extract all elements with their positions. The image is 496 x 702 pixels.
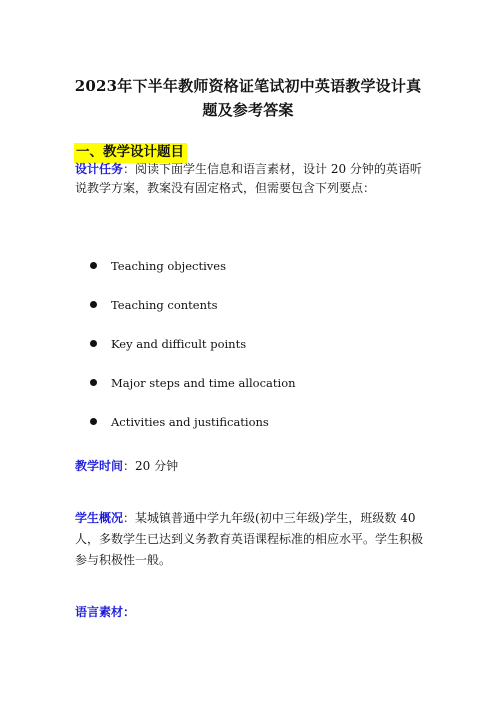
- list-item-text: Key and difficult points: [111, 337, 247, 351]
- design-task-text: ：阅读下面学生信息和语言素材，设计 20 分钟的英语听说教学方案，教案没有固定格式，但需要包含下列要点：: [75, 162, 422, 195]
- title-line-1: 2023年下半年教师资格证笔试初中英语教学设计真: [74, 77, 422, 95]
- student-profile-text: ：某城镇普通中学九年级(初中三年级)学生，班级数 40 人，多数学生已达到义务教育英语课程标准的相应水平。学生积极参与积极性一般。: [75, 511, 424, 567]
- teaching-time-label: 教学时间: [75, 459, 124, 473]
- language-material-label: 语言素材: [75, 605, 124, 619]
- list-item-text: Teaching objectives: [111, 259, 226, 273]
- design-task-paragraph: [75, 160, 425, 198]
- document-title: [60, 74, 436, 122]
- teaching-time-text: ：20 分钟: [123, 459, 179, 473]
- student-profile-label: 学生概况: [75, 511, 124, 525]
- teaching-time-paragraph: [75, 457, 425, 476]
- section-heading: 一、教学设计题目: [74, 143, 187, 163]
- bullet-icon: [90, 340, 97, 347]
- language-material-colon: ：: [123, 605, 136, 619]
- design-task-label: 设计任务: [75, 162, 124, 176]
- bullet-icon: [90, 301, 97, 308]
- bullet-icon: [90, 262, 97, 269]
- bullet-icon: [90, 379, 97, 386]
- title-line-2: 题及参考答案: [202, 101, 294, 119]
- bullet-icon: [90, 418, 97, 425]
- list-item-text: Teaching contents: [111, 298, 218, 312]
- requirements-list: [90, 259, 296, 454]
- list-item-text: Activities and justifications: [111, 415, 269, 429]
- list-item-text: Major steps and time allocation: [111, 376, 296, 390]
- list-item: [90, 337, 296, 376]
- list-item: [90, 415, 296, 454]
- student-profile-paragraph: [75, 508, 425, 571]
- list-item: [90, 298, 296, 337]
- language-material-paragraph: [75, 603, 425, 622]
- list-item: [90, 259, 296, 298]
- list-item: [90, 376, 296, 415]
